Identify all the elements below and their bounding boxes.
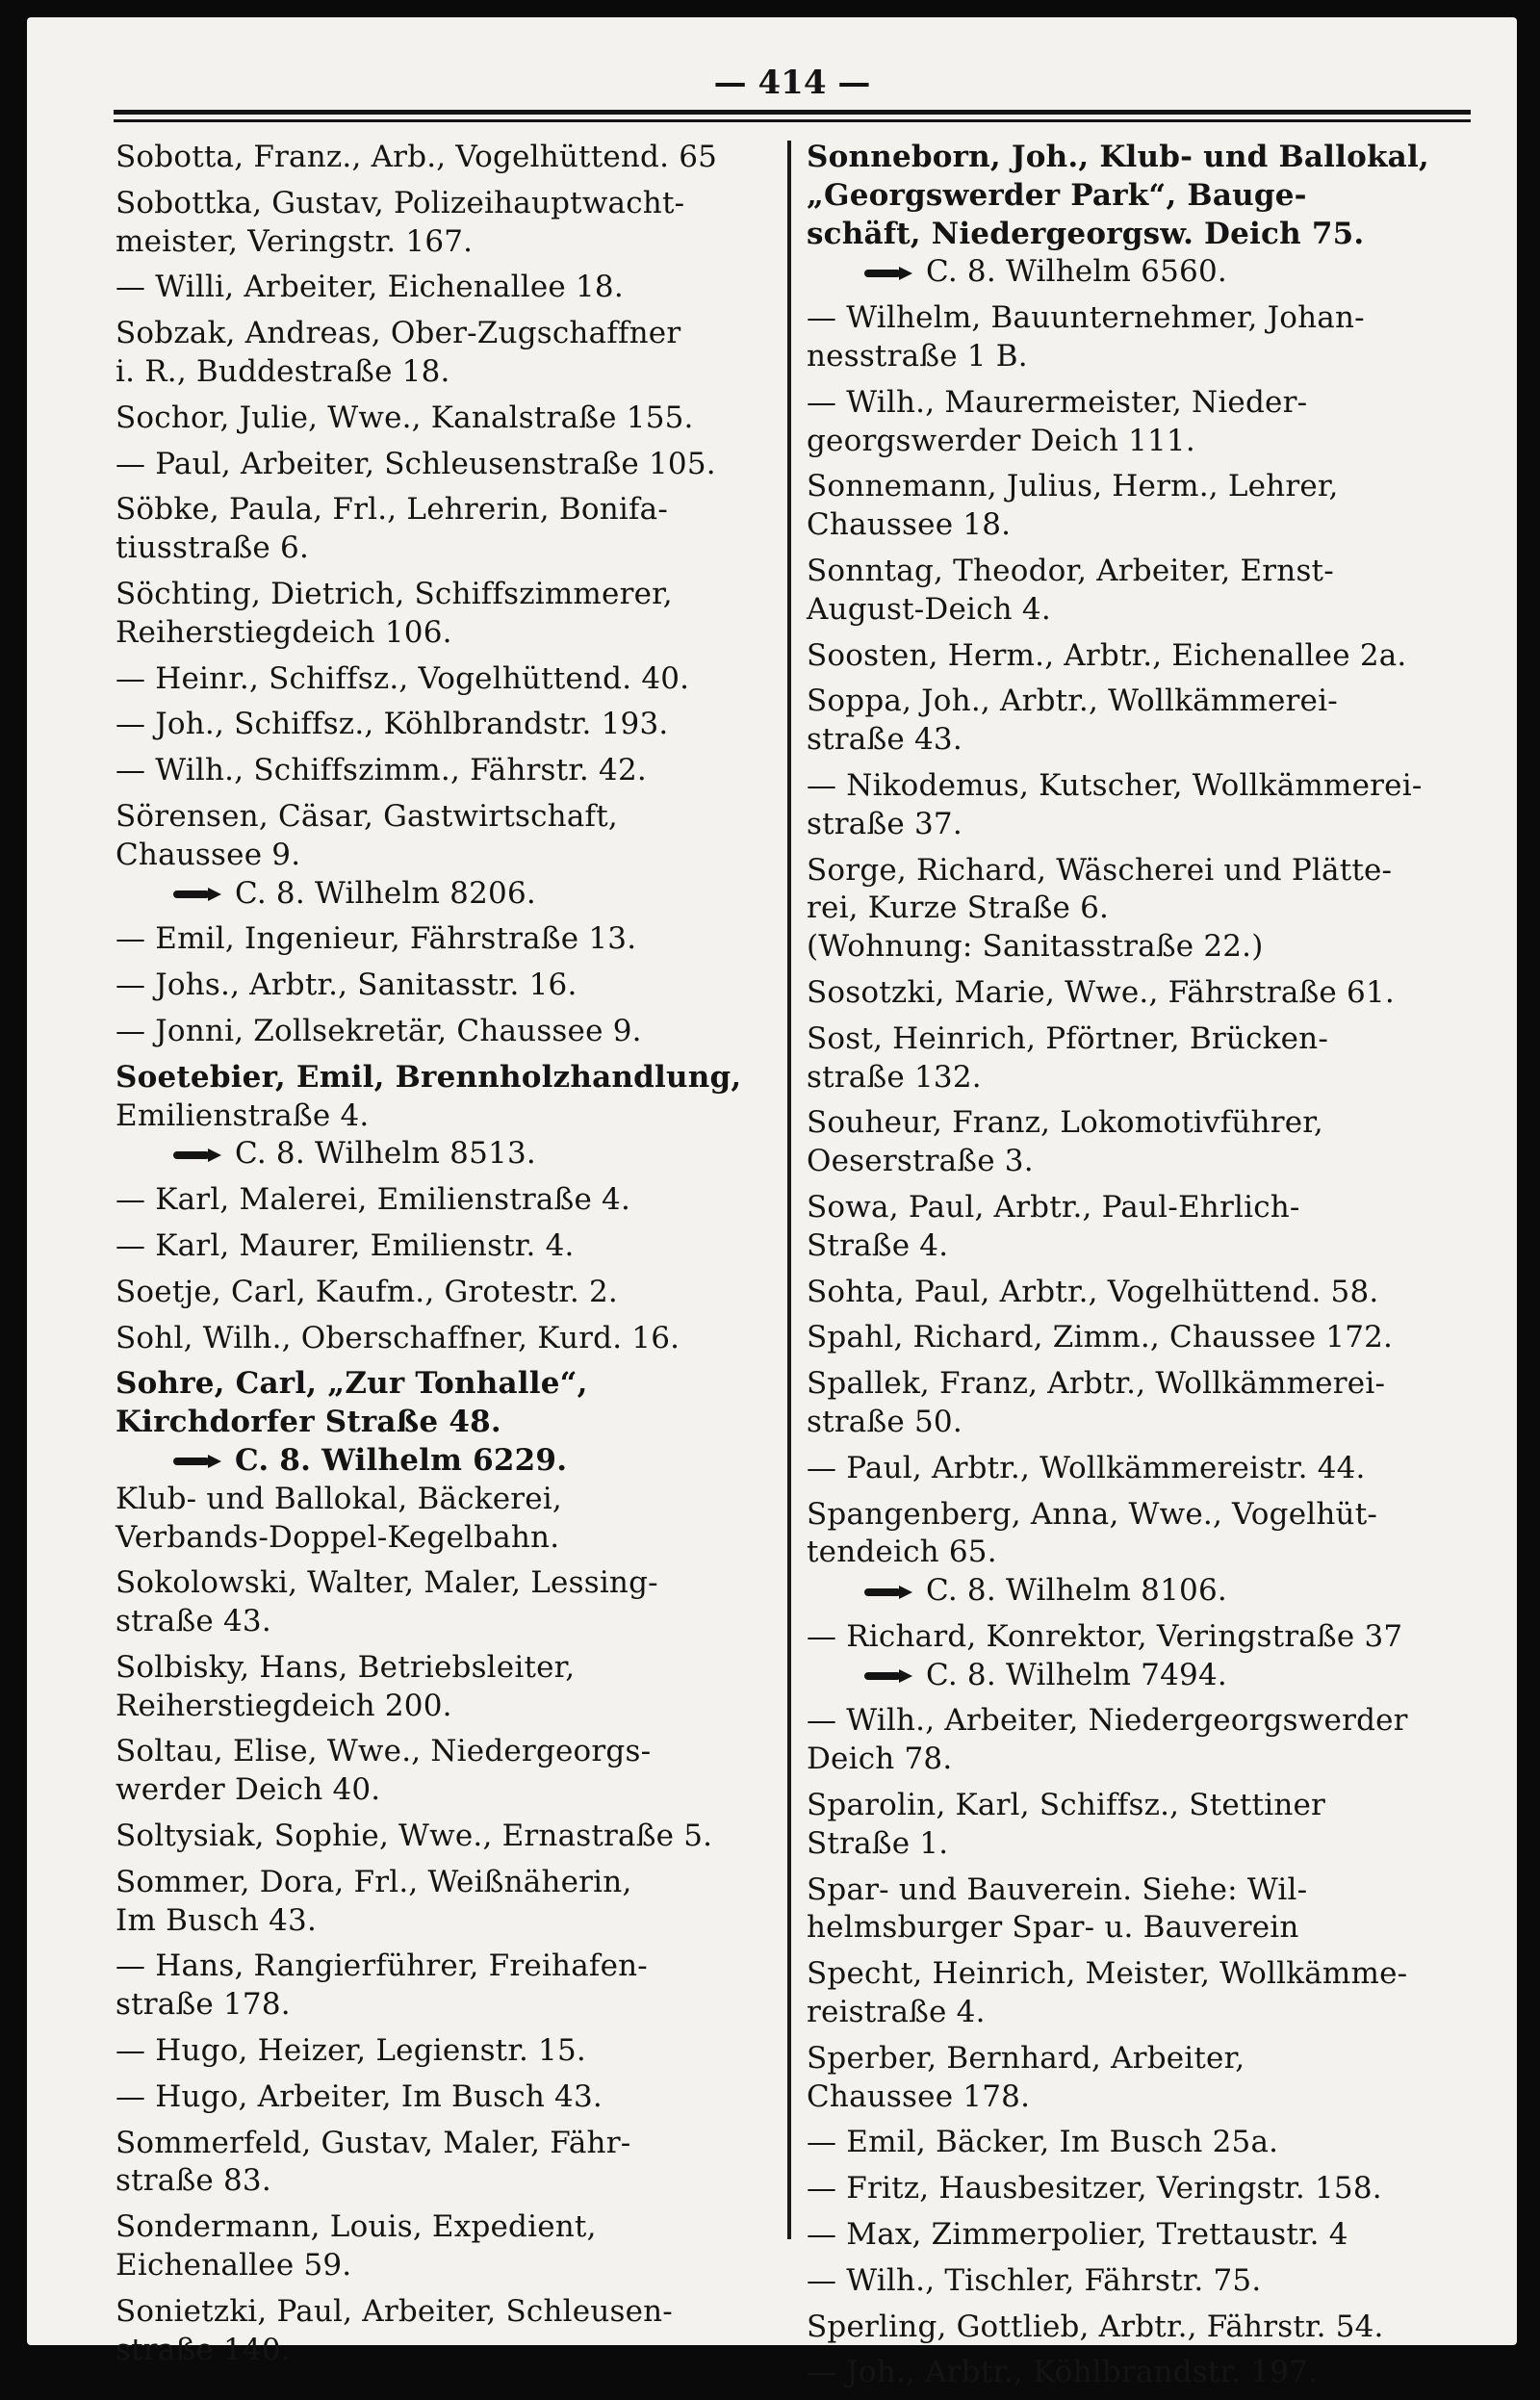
directory-entry (116, 967, 751, 1005)
entry-continuation-line: Im Busch 43. (116, 1902, 318, 1938)
directory-entry (116, 706, 751, 744)
entry-name-line: Sobottka, Gustav, Polizeihauptwacht- (116, 185, 685, 220)
entry-continuation-line: straße 37. (807, 806, 962, 841)
telephone-icon (173, 1148, 223, 1162)
entry-continuation-line: schäft, Niedergeorgsw. Deich 75. (807, 216, 1365, 251)
entry-continuation-line: Straße 4. (807, 1227, 949, 1263)
directory-entry (116, 920, 751, 959)
directory-entry (807, 1365, 1442, 1442)
entry-name-line: — Emil, Ingenieur, Fährstraße 13. (116, 921, 637, 957)
entry-name-line: Soppa, Joh., Arbtr., Wollkämmerei- (807, 684, 1338, 719)
directory-entry (807, 974, 1442, 1013)
entry-name-line: — Fritz, Hausbesitzer, Veringstr. 158. (807, 2171, 1382, 2206)
entry-name-line: — Joh., Arbtr., Köhlbrandstr. 197. (807, 2355, 1319, 2390)
directory-entry (807, 1189, 1442, 1266)
telephone-line (922, 1657, 1442, 1695)
entry-name-line: — Hans, Rangierführer, Freihafen- (116, 1948, 648, 1984)
directory-entry (116, 1059, 751, 1174)
entry-name-line: — Hugo, Arbeiter, Im Busch 43. (116, 2078, 603, 2114)
directory-entry (807, 299, 1442, 376)
directory-entry (807, 1955, 1442, 2032)
telephone-icon (864, 1586, 914, 1599)
telephone-line (922, 253, 1442, 292)
entry-name-line: Sonnemann, Julius, Herm., Lehrer, (807, 469, 1339, 504)
entry-continuation-line: straße 83. (116, 2163, 271, 2199)
entry-name-line: Sobzak, Andreas, Ober-Zugschaffner (116, 316, 681, 351)
entry-name-line: Sperling, Gottlieb, Arbtr., Fährstr. 54. (807, 2309, 1384, 2344)
directory-entry (116, 1365, 751, 1557)
entry-continuation-line: Emilienstraße 4. (116, 1097, 370, 1133)
entry-continuation-line: straße 132. (807, 1059, 982, 1095)
directory-entry (807, 2040, 1442, 2117)
directory-entry (116, 1274, 751, 1312)
directory-entry (116, 400, 751, 438)
entry-name-line: Sparolin, Karl, Schiffsz., Stettiner (807, 1788, 1326, 1823)
directory-entry (807, 384, 1442, 461)
directory-entry (807, 2216, 1442, 2255)
entry-name-line: Sondermann, Louis, Expedient, (116, 2209, 597, 2245)
telephone-number: C. 8. Wilhelm 8206. (235, 875, 536, 911)
telephone-icon (173, 1455, 223, 1468)
entry-name-line: — Paul, Arbtr., Wollkämmereistr. 44. (807, 1450, 1366, 1485)
entry-continuation-line: werder Deich 40. (116, 1772, 381, 1808)
telephone-line (231, 1135, 751, 1174)
directory-entry (807, 553, 1442, 630)
directory-entry (116, 2078, 751, 2117)
entry-name-line: Sost, Heinrich, Pförtner, Brücken- (807, 1020, 1329, 1056)
telephone-icon (173, 888, 223, 901)
entry-continuation-line: Klub- und Ballokal, Bäckerei, (116, 1481, 562, 1516)
entry-name-line: Sochor, Julie, Wwe., Kanalstraße 155. (116, 400, 694, 435)
entry-name-line: Soltysiak, Sophie, Wwe., Ernastraße 5. (116, 1819, 713, 1854)
directory-entry (116, 660, 751, 699)
entry-name-line: Soetje, Carl, Kaufm., Grotestr. 2. (116, 1274, 618, 1309)
entry-name-line: — Joh., Schiffsz., Köhlbrandstr. 193. (116, 707, 669, 742)
entry-name-line: Soetebier, Emil, Brennholzhandlung, (116, 1059, 742, 1095)
directory-entry (807, 1450, 1442, 1488)
page-number: — 414 — (713, 64, 871, 102)
entry-name-line: Soltau, Elise, Wwe., Niedergeorgs- (116, 1734, 652, 1769)
entry-continuation-line: straße 43. (116, 1604, 271, 1639)
entry-name-line: — Karl, Maurer, Emilienstr. 4. (116, 1227, 575, 1263)
entry-continuation-line: i. R., Buddestraße 18. (116, 353, 450, 389)
directory-entry (116, 1864, 751, 1941)
entry-continuation-line: Chaussee 9. (116, 837, 301, 872)
directory-entry (116, 1013, 751, 1051)
directory-entry (116, 2125, 751, 2202)
entry-name-line: — Wilhelm, Bauunternehmer, Johan- (807, 300, 1365, 336)
directory-entry (807, 1702, 1442, 1779)
directory-entry (116, 491, 751, 568)
directory-page (27, 17, 1517, 2390)
left-column (116, 139, 751, 2377)
entry-continuation-line: georgswerder Deich 111. (807, 423, 1195, 458)
entry-name-line: — Karl, Malerei, Emilienstraße 4. (116, 1182, 631, 1218)
entry-name-line: Sörensen, Cäsar, Gastwirtschaft, (116, 798, 618, 834)
directory-entry (807, 1787, 1442, 1864)
directory-entry (116, 798, 751, 913)
entry-name-line: — Jonni, Zollsekretär, Chaussee 9. (116, 1013, 642, 1048)
entry-name-line: Söbke, Paula, Frl., Lehrerin, Bonifa- (116, 492, 669, 528)
entry-continuation-line: straße 50. (807, 1404, 962, 1439)
entry-name-line: — Max, Zimmerpolier, Trettaustr. 4 (807, 2217, 1348, 2253)
directory-entry (807, 468, 1442, 545)
directory-entry (116, 2208, 751, 2285)
entry-continuation-line: Chaussee 18. (807, 507, 1012, 543)
entry-name-line: Sowa, Paul, Arbtr., Paul-Ehrlich- (807, 1189, 1300, 1225)
entry-name-line: Sonneborn, Joh., Klub- und Ballokal, (807, 140, 1429, 174)
directory-entry (807, 767, 1442, 844)
telephone-line (231, 1442, 751, 1481)
directory-entry (116, 1181, 751, 1220)
entry-name-line: Spallek, Franz, Arbtr., Wollkämmerei- (807, 1366, 1386, 1402)
entry-continuation-line: tendeich 65. (807, 1535, 997, 1570)
directory-entry (807, 683, 1442, 760)
directory-entry (116, 315, 751, 392)
entry-continuation-line: helmsburger Spar- u. Bauverein (807, 1910, 1299, 1946)
directory-entry (116, 446, 751, 484)
telephone-number: C. 8. Wilhelm 6560. (926, 254, 1227, 290)
entry-name-line: Sohl, Wilh., Oberschaffner, Kurd. 16. (116, 1320, 680, 1355)
directory-entry (116, 269, 751, 307)
directory-entry (116, 139, 751, 177)
directory-entry (116, 1320, 751, 1358)
directory-entry (807, 1496, 1442, 1611)
directory-entry (807, 2170, 1442, 2208)
entry-name-line: Sommerfeld, Gustav, Maler, Fähr- (116, 2125, 631, 2160)
entry-name-line: Spangenberg, Anna, Wwe., Vogelhüt- (807, 1496, 1378, 1532)
right-column (807, 139, 1442, 2400)
entry-name-line: — Richard, Konrektor, Veringstraße 37 (807, 1618, 1403, 1654)
entry-name-line: — Wilh., Arbeiter, Niedergeorgswerder (807, 1703, 1408, 1739)
entry-name-line: — Willi, Arbeiter, Eichenallee 18. (116, 270, 624, 305)
directory-entry (807, 1274, 1442, 1312)
entry-name-line: Sobotta, Franz., Arb., Vogelhüttend. 65 (116, 140, 718, 174)
directory-entry (807, 637, 1442, 676)
entry-continuation-line: nesstraße 1 B. (807, 338, 1028, 374)
entry-continuation-line: (Wohnung: Sanitasstraße 22.) (807, 929, 1264, 965)
directory-entry (807, 1871, 1442, 1948)
entry-name-line: — Heinr., Schiffsz., Vogelhüttend. 40. (116, 660, 690, 696)
entry-name-line: — Paul, Arbeiter, Schleusenstraße 105. (116, 446, 716, 481)
directory-entry (116, 752, 751, 790)
entry-continuation-line: Reiherstiegdeich 106. (116, 614, 452, 650)
directory-entry (807, 1319, 1442, 1357)
entry-name-line: Spar- und Bauverein. Siehe: Wil- (807, 1871, 1308, 1907)
entry-continuation-line: Deich 78. (807, 1742, 953, 1777)
entry-name-line: — Wilh., Schiffszimm., Fährstr. 42. (116, 753, 647, 788)
entry-name-line: Spahl, Richard, Zimm., Chaussee 172. (807, 1320, 1394, 1355)
directory-entry (807, 2354, 1442, 2392)
entry-continuation-line: Eichenallee 59. (116, 2248, 352, 2284)
entry-name-line: Sommer, Dora, Frl., Weißnäherin, (116, 1864, 632, 1899)
entry-continuation-line: tiusstraße 6. (116, 530, 309, 566)
telephone-icon (864, 267, 914, 280)
entry-name-line: Soosten, Herm., Arbtr., Eichenallee 2a. (807, 637, 1407, 673)
entry-continuation-line: Reiherstiegdeich 200. (116, 1688, 452, 1723)
telephone-icon (864, 1669, 914, 1683)
entry-name-line: Sohta, Paul, Arbtr., Vogelhüttend. 58. (807, 1274, 1379, 1309)
header-rule-thin (114, 119, 1471, 122)
entry-name-line: — Emil, Bäcker, Im Busch 25a. (807, 2125, 1279, 2160)
entry-continuation-line: straße 43. (807, 722, 962, 758)
entry-name-line: Sohre, Carl, „Zur Tonhalle“, (116, 1366, 588, 1402)
entry-continuation-line: straße 140. (116, 2332, 291, 2367)
directory-entry (116, 1948, 751, 2025)
directory-entry (807, 1104, 1442, 1181)
telephone-number: C. 8. Wilhelm 6229. (235, 1442, 568, 1478)
entry-name-line: Sokolowski, Walter, Maler, Lessing- (116, 1565, 658, 1601)
entry-name-line: — Wilh., Tischler, Fährstr. 75. (807, 2262, 1262, 2298)
entry-name-line: Sperber, Bernhard, Arbeiter, (807, 2040, 1245, 2076)
entry-name-line: — Wilh., Maurermeister, Nieder- (807, 384, 1308, 420)
directory-entry (807, 2124, 1442, 2162)
entry-continuation-line: „Georgswerder Park“, Bauge- (807, 177, 1307, 213)
entry-name-line: Specht, Heinrich, Meister, Wollkämme- (807, 1956, 1408, 1992)
directory-entry (116, 2293, 751, 2370)
entry-name-line: — Hugo, Heizer, Legienstr. 15. (116, 2033, 586, 2069)
telephone-number: C. 8. Wilhelm 8106. (926, 1573, 1227, 1609)
entry-continuation-line: meister, Veringstr. 167. (116, 223, 474, 259)
telephone-line (231, 875, 751, 914)
entry-name-line: Solbisky, Hans, Betriebsleiter, (116, 1649, 576, 1685)
directory-entry (807, 2262, 1442, 2301)
entry-name-line: Söchting, Dietrich, Schiffszimmerer, (116, 576, 673, 611)
telephone-number: C. 8. Wilhelm 8513. (235, 1136, 536, 1172)
entry-continuation-line: August-Deich 4. (807, 591, 1051, 627)
entry-name-line: — Johs., Arbtr., Sanitasstr. 16. (116, 968, 578, 1003)
entry-name-line: — Nikodemus, Kutscher, Wollkämmerei- (807, 767, 1423, 803)
entry-name-line: Sorge, Richard, Wäscherei und Plätte- (807, 852, 1393, 888)
column-divider (787, 141, 791, 2239)
entry-continuation-line: Straße 1. (807, 1825, 949, 1861)
directory-entry (116, 1818, 751, 1856)
directory-entry (807, 852, 1442, 967)
telephone-line (922, 1572, 1442, 1611)
entry-continuation-line: Chaussee 178. (807, 2078, 1031, 2114)
entry-continuation-line: Verbands-Doppel-Kegelbahn. (116, 1519, 560, 1555)
directory-entry (116, 1733, 751, 1810)
directory-entry (116, 576, 751, 653)
directory-entry (807, 2309, 1442, 2347)
entry-name-line: Sonietzki, Paul, Arbeiter, Schleusen- (116, 2293, 673, 2329)
directory-entry (116, 1564, 751, 1641)
entry-continuation-line: straße 178. (116, 1987, 291, 2023)
directory-entry (807, 139, 1442, 292)
entry-continuation-line: rei, Kurze Straße 6. (807, 890, 1110, 926)
directory-entry (116, 185, 751, 262)
directory-entry (116, 1227, 751, 1266)
entry-name-line: Sosotzki, Marie, Wwe., Fährstraße 61. (807, 974, 1395, 1010)
entry-name-line: Sonntag, Theodor, Arbeiter, Ernst- (807, 553, 1334, 588)
telephone-number: C. 8. Wilhelm 7494. (926, 1657, 1227, 1692)
entry-continuation-line: reistraße 4. (807, 1995, 986, 2030)
header-rule (114, 110, 1471, 115)
entry-continuation-line: Oeserstraße 3. (807, 1144, 1034, 1179)
directory-entry (807, 1020, 1442, 1097)
directory-entry (807, 1618, 1442, 1695)
entry-name-line: Souheur, Franz, Lokomotivführer, (807, 1105, 1323, 1141)
directory-entry (116, 1649, 751, 1726)
entry-continuation-line: Kirchdorfer Straße 48. (116, 1405, 501, 1440)
directory-entry (116, 2032, 751, 2071)
